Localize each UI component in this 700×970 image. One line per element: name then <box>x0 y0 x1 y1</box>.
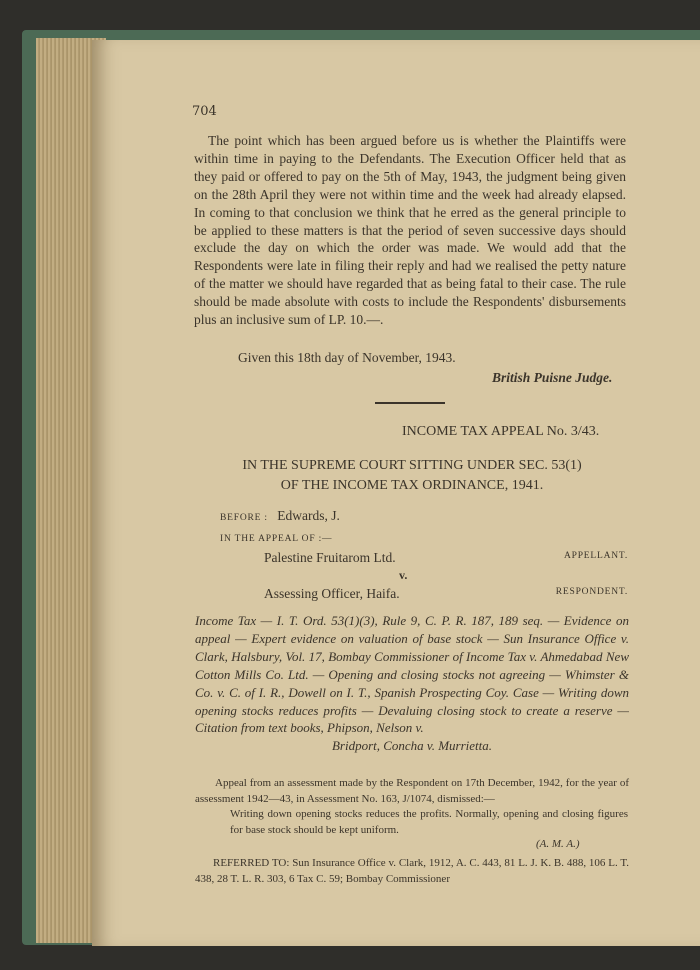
holding-quote: Writing down opening stocks reduces the profits. Normally, opening and closing figures for base stock should be kept uniform. <box>230 808 628 836</box>
versus: v. <box>399 568 408 582</box>
respondent-role: RESPONDENT. <box>555 587 628 597</box>
headnote <box>195 612 629 755</box>
appeal-description: Appeal from an assessment made by the Respondent on 17th December, 1942, for the year of assessment 1942—43, in Assessment No. 163, J/1074, dismissed:— <box>195 777 629 805</box>
judge-name: Edwards, J. <box>277 508 340 523</box>
appellant-role: APPELLANT. <box>563 551 628 561</box>
before-label: BEFORE : <box>220 513 268 523</box>
court-line-2: OF THE INCOME TAX ORDINANCE, 1941. <box>280 478 544 493</box>
before-row <box>220 508 340 524</box>
judge-signature: British Puisne Judge. <box>492 370 613 385</box>
appeal-of-label: IN THE APPEAL OF :— <box>220 534 333 544</box>
appellant-name: Palestine Fruitarom Ltd. <box>264 550 396 565</box>
reporter-initials: (A. M. A.) <box>536 838 580 850</box>
court-title <box>202 456 622 496</box>
given-date-line: Given this 18th day of November, 1943. <box>238 350 456 365</box>
case-heading: INCOME TAX APPEAL No. 3/43. <box>402 424 600 439</box>
headnote-text: Income Tax — I. T. Ord. 53(1)(3), Rule 9, C. P. R. 187, 189 seq. — Evidence on appeal — Expert evidence on valuation of base stock — Sun Insurance Office v. Clark, Halsbury, Vol. 17, Bombay Commissioner of Income Tax v. Ahmedabad New Cotton Mills Co. Ltd. — Opening and closing stocks not agreeing — Whimster & Co. v. C. of I. R., Dowell on I. T., Spanish Prospecting Coy. Case — Writing down opening stocks reduces profits — Devaluing closing stock to create a reserve — Citation from text books, Phipson, Nelson v. <box>195 613 629 736</box>
section-divider <box>375 402 445 404</box>
book-page <box>92 40 700 946</box>
referred-to: REFERRED TO: Sun Insurance Office v. Clark, 1912, A. C. 443, 81 L. J. K. B. 488, 106 L. T. 438, 28 T. L. R. 303, 6 Tax C. 59; Bombay Commissioner <box>195 857 629 885</box>
judgment-paragraph: The point which has been argued before us is whether the Plaintiffs were within time in paying to the Defendants. The Execution Officer held that as they paid or offered to pay on the 5th of May, 1943, the judgment being given on the 28th April they were not within time and the week had already elapsed. In coming to that conclusion we think that he erred as the general principle to be applied to these matters is that the period of seven successive days should exclude the day on which the order was made. We would add that the Respondents were late in filing their reply and had we realised the petty nature of the matter we should have regarded that as being fatal to their case. The rule should be made absolute with costs to include the Respondents' disbursements plus an inclusive sum of LP. 10.—. <box>194 133 626 328</box>
respondent-name: Assessing Officer, Haifa. <box>264 586 400 601</box>
page-number: 704 <box>192 104 217 119</box>
headnote-end: Bridport, Concha v. Murrietta. <box>331 738 493 754</box>
court-line-1: IN THE SUPREME COURT SITTING UNDER SEC. 53(1) <box>242 458 582 473</box>
